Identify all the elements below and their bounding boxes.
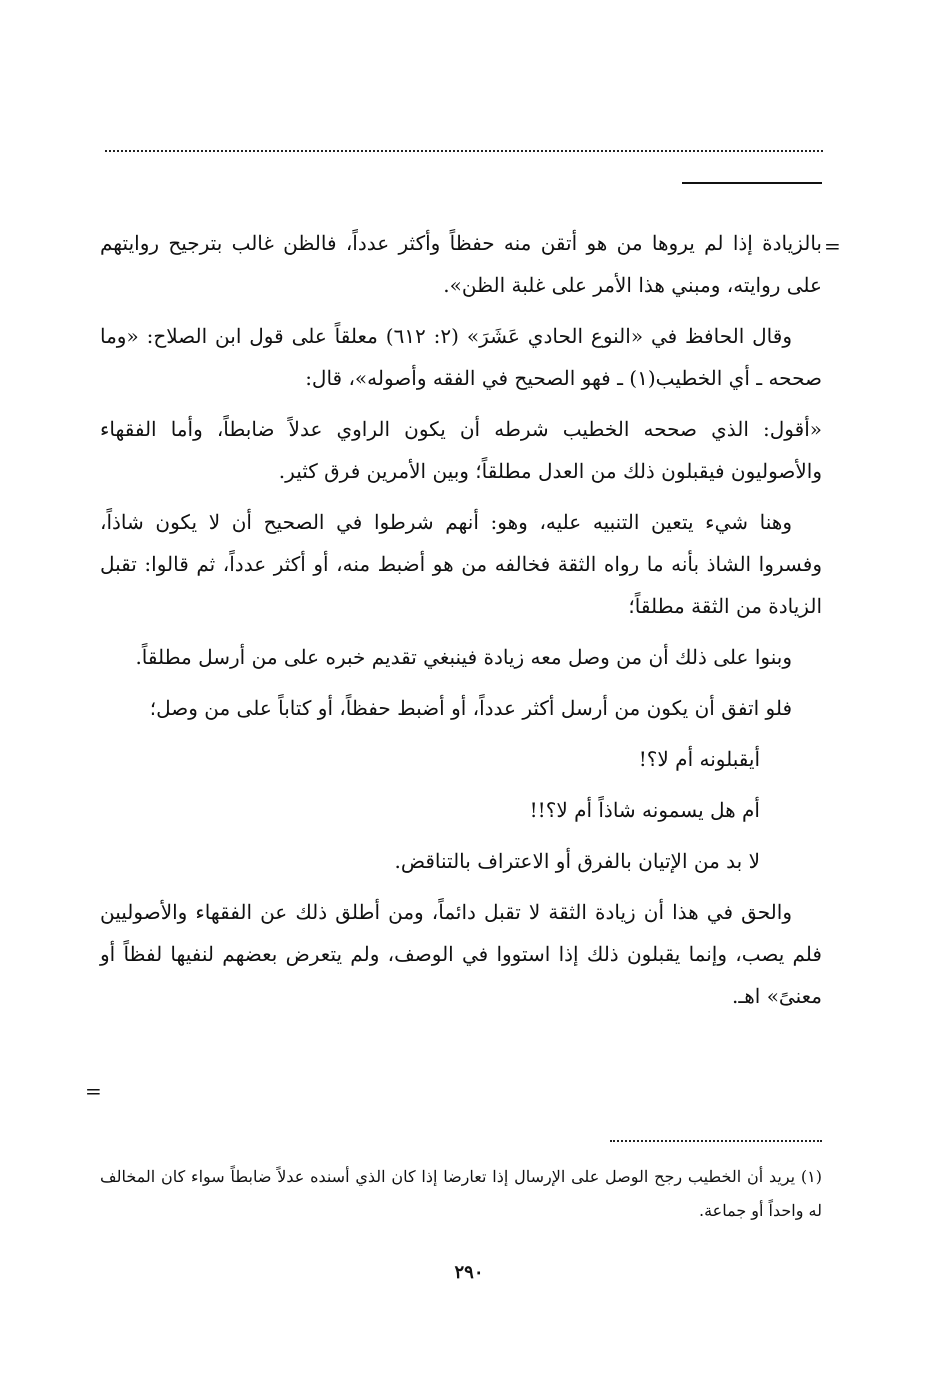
continuation-mark-start: = <box>824 234 841 258</box>
header-dotted-line <box>105 150 823 152</box>
footnote-separator <box>610 1140 822 1142</box>
paragraph: «أقول: الذي صححه الخطيب شرطه أن يكون الراوي عدلاً ضابطاً، وأما الفقهاء والأصوليون فيقبلون ذلك من العدل مطلقاً؛ وبين الأمرين فرق كثير. <box>100 417 822 483</box>
paragraph: بالزيادة إذا لم يروها من هو أتقن منه حفظاً وأكثر عدداً، فالظن غالب بترجيح روايتهم على روايته، ومبني هذا الأمر على غلبة الظن». <box>100 231 822 297</box>
paragraph: فلو اتفق أن يكون من أرسل أكثر عدداً، أو أضبط حفظاً، أو كتاباً على من وصل؛ <box>149 696 792 720</box>
paragraph: وهنا شيء يتعين التنبيه عليه، وهو: أنهم شرطوا في الصحيح أن لا يكون شاذاً، وفسروا الشاذ بأنه ما رواه الثقة فخالفه من هو أضبط منه، أو أكثر عدداً، ثم قالوا: تقبل الزيادة من الثقة مطلقاً؛ <box>100 510 822 618</box>
footnote-text: (١) يريد أن الخطيب رجح الوصل على الإرسال إذا تعارضا إذا كان الذي أسنده عدلاً ضابطاً سواء كان المخالف له واحداً أو جماعة. <box>100 1167 822 1220</box>
paragraph: لا بد من الإتيان بالفرق أو الاعتراف بالتناقض. <box>394 849 760 873</box>
paragraph: والحق في هذا أن زيادة الثقة لا تقبل دائماً، ومن أطلق ذلك عن الفقهاء والأصوليين فلم يصب، وإنما يقبلون ذلك إذا استووا في الوصف، ولم يتعرض بعضهم لنفيها لفظاً أو معنىً» اهـ. <box>100 900 822 1008</box>
paragraph: وبنوا على ذلك أن من وصل معه زيادة فينبغي تقديم خبره على من أرسل مطلقاً. <box>135 645 792 669</box>
continuation-mark-end: = <box>85 1079 102 1103</box>
paragraph: أيقبلونه أم لا؟! <box>638 747 760 771</box>
paragraph: وقال الحافظ في «النوع الحادي عَشَرَ» (٢: ٦١٢) معلقاً على قول ابن الصلاح: «وما صححه ـ أي الخطيب(١) ـ فهو الصحيح في الفقه وأصوله»، قال: <box>100 324 822 390</box>
paragraph: أم هل يسمونه شاذاً أم لا؟!! <box>529 798 760 822</box>
page-number: ٢٩٠ <box>454 1262 484 1283</box>
header-rule <box>682 182 822 184</box>
footnote <box>100 1160 822 1228</box>
main-text <box>100 222 822 1026</box>
